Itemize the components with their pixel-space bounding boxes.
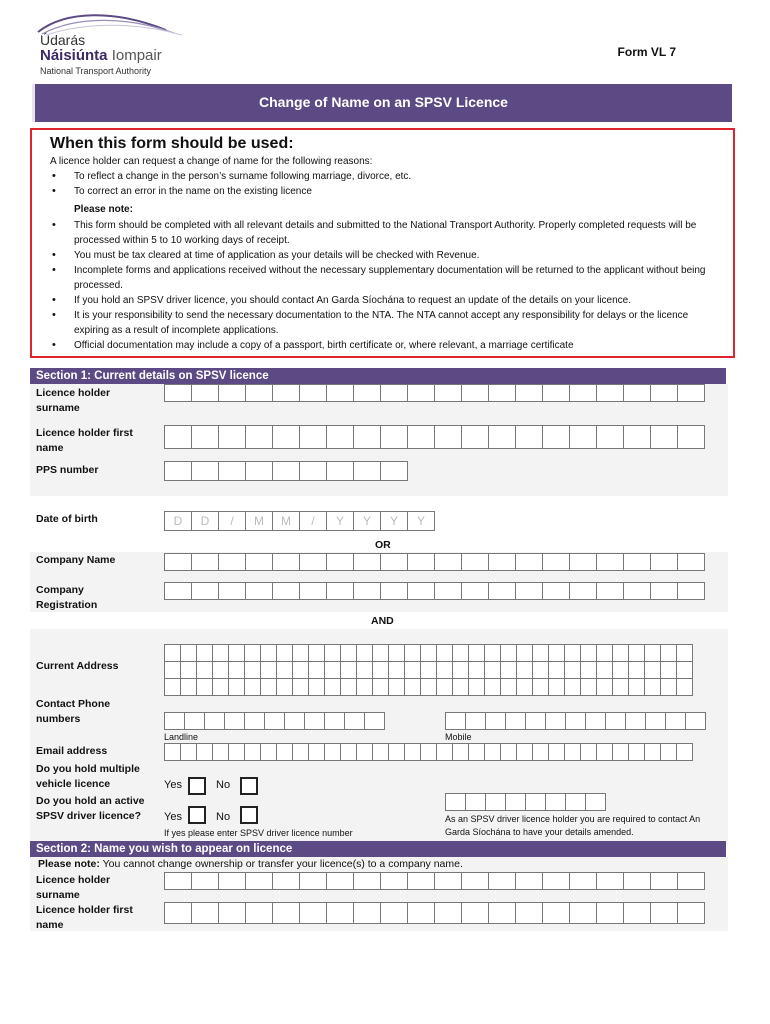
dob-input[interactable]: D D / M M / Y Y Y Y xyxy=(164,511,434,531)
email-input[interactable] xyxy=(164,743,692,761)
active-licence-label: Do you hold an active SPSV driver licence? xyxy=(36,795,145,822)
logo-line-2 xyxy=(40,47,162,64)
company-reg-label: Company Registration xyxy=(36,584,98,611)
please-note-label: Please note: xyxy=(74,204,133,215)
active-yes-checkbox[interactable] xyxy=(188,806,206,824)
new-firstname-input[interactable] xyxy=(164,902,704,924)
phone-label: Contact Phone numbers xyxy=(36,698,111,725)
current-surname-label: Licence holder surname xyxy=(36,387,111,414)
new-surname-input[interactable] xyxy=(164,872,704,890)
multiple-no-label: No xyxy=(216,779,231,791)
address-line-2[interactable] xyxy=(164,661,692,679)
dob-label: Date of birth xyxy=(36,513,98,525)
notes-list xyxy=(48,218,723,353)
company-reg-input[interactable] xyxy=(164,582,704,600)
list-item: • Official documentation may include a copy of a passport, birth certificate or, where relevant, a marriage certificate xyxy=(74,338,723,353)
nta-logo xyxy=(36,8,186,78)
logo-line-3: National Transport Authority xyxy=(40,66,152,76)
multiple-yes-label: Yes xyxy=(164,779,182,791)
section-2-header: Section 2: Name you wish to appear on licence xyxy=(30,841,726,857)
new-surname-label: Licence holder surname xyxy=(36,874,111,901)
multiple-no-checkbox[interactable] xyxy=(240,777,258,795)
address-line-3[interactable] xyxy=(164,678,692,696)
form-id: Form VL 7 xyxy=(617,45,676,59)
when-intro: A licence holder can request a change of name for the following reasons: xyxy=(50,156,373,167)
list-item: • You must be tax cleared at time of application as your details will be checked with Revenue. xyxy=(74,248,723,263)
current-surname-input[interactable] xyxy=(164,384,704,402)
multiple-yes-checkbox[interactable] xyxy=(188,777,206,795)
active-yes-label: Yes xyxy=(164,811,182,823)
multiple-licence-label: Do you hold multiple vehicle licence xyxy=(36,763,140,790)
reasons-list xyxy=(48,169,723,199)
garda-note: As an SPSV driver licence holder you are required to contact An Garda Síochána to have your details amended. xyxy=(445,814,701,837)
new-firstname-label: Licence holder first name xyxy=(36,904,133,931)
section-1-header: Section 1: Current details on SPSV licence xyxy=(30,368,726,384)
current-firstname-label: Licence holder first name xyxy=(36,427,133,454)
or-label: OR xyxy=(375,539,391,551)
active-no-label: No xyxy=(216,811,231,823)
when-to-use-box xyxy=(30,128,735,358)
driver-licence-number-input[interactable] xyxy=(445,793,605,811)
landline-input[interactable] xyxy=(164,712,384,730)
address-input[interactable] xyxy=(164,644,692,696)
pps-input[interactable] xyxy=(164,461,407,481)
list-item: • Incomplete forms and applications received without the necessary supplementary documentation will be returned to the applicant without being processed. xyxy=(74,263,723,293)
when-heading: When this form should be used: xyxy=(50,135,294,152)
and-label: AND xyxy=(371,615,394,627)
logo-line-1: Údarás xyxy=(40,32,86,48)
active-no-checkbox[interactable] xyxy=(240,806,258,824)
mobile-input[interactable] xyxy=(445,712,705,730)
page-title: Change of Name on an SPSV Licence xyxy=(32,84,732,122)
list-item: • To reflect a change in the person’s surname following marriage, divorce, etc. xyxy=(74,169,723,184)
pps-label: PPS number xyxy=(36,464,99,476)
address-label: Current Address xyxy=(36,660,119,672)
mobile-label: Mobile xyxy=(445,732,472,742)
company-name-input[interactable] xyxy=(164,553,704,571)
address-line-1[interactable] xyxy=(164,644,692,662)
logo-line-2b: Iompair xyxy=(111,47,162,64)
logo-line-2a: Náisiúnta xyxy=(40,47,108,64)
section-2-note-bold: Please note: xyxy=(38,858,100,870)
list-item: • This form should be completed with all relevant details and submitted to the National Transport Authority. Properly completed requests will be processed within 5 to 10 working days of receipt. xyxy=(74,218,723,248)
email-label: Email address xyxy=(36,745,108,757)
section-2-note xyxy=(38,858,463,870)
list-item: • If you hold an SPSV driver licence, you should contact An Garda Síochána to request an update of the details on your licence. xyxy=(74,293,723,308)
company-name-label: Company Name xyxy=(36,554,116,566)
driver-licence-hint: If yes please enter SPSV driver licence number xyxy=(164,828,353,838)
current-firstname-input[interactable] xyxy=(164,425,704,449)
list-item: • It is your responsibility to send the necessary documentation to the NTA. The NTA cannot accept any responsibility for delays or the licence expiring as a result of incomplete applications. xyxy=(74,308,723,338)
list-item: • To correct an error in the name on the existing licence xyxy=(74,184,723,199)
landline-label: Landline xyxy=(164,732,199,742)
section-2-note-text: You cannot change ownership or transfer your licence(s) to a company name. xyxy=(99,858,463,870)
